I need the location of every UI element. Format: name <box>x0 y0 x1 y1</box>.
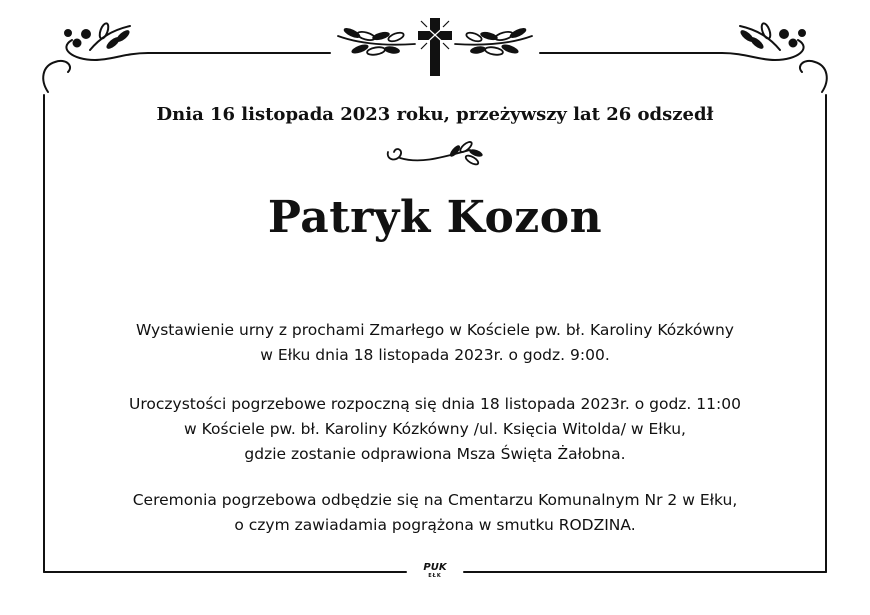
paragraph-line: Uroczystości pogrzebowe rozpoczną się dnia 18 listopada 2023r. o godz. 11:00 <box>129 395 741 413</box>
corner-flourish-icon <box>722 22 827 92</box>
paragraph-line: w Ełku dnia 18 listopada 2023r. o godz. 9:00. <box>260 346 610 364</box>
cross-icon <box>418 18 452 76</box>
urn-exhibition-paragraph <box>60 318 810 368</box>
burial-ceremony-paragraph <box>60 488 810 538</box>
paragraph-line: w Kościele pw. bł. Karoliny Kózkówny /ul. Księcia Witolda/ w Ełku, <box>184 420 686 438</box>
paragraph-line: o czym zawiadamia pogrążona w smutku RODZINA. <box>234 516 636 534</box>
paragraph-line: Wystawienie urny z prochami Zmarłego w Kościele pw. bł. Karoliny Kózkówny <box>136 321 734 339</box>
laurel-branch-icon <box>338 26 415 56</box>
funeral-service-paragraph <box>60 392 810 467</box>
logo-sub-text: EŁK <box>428 573 442 579</box>
paragraph-line: Ceremonia pogrzebowa odbędzie się na Cmentarzu Komunalnym Nr 2 w Ełku, <box>132 491 738 509</box>
corner-flourish-icon <box>43 22 148 92</box>
laurel-branch-icon <box>455 26 532 56</box>
divider-flourish-icon <box>388 140 484 166</box>
deceased-name: Patryk Kozon <box>267 192 603 243</box>
paragraph-line: gdzie zostanie odprawiona Msza Święta Żałobna. <box>244 445 626 463</box>
death-announcement-headline: Dnia 16 listopada 2023 roku, przeżywszy lat 26 odszedł <box>156 104 714 125</box>
puk-logo <box>412 563 458 581</box>
logo-main-text: PUK <box>423 562 447 573</box>
